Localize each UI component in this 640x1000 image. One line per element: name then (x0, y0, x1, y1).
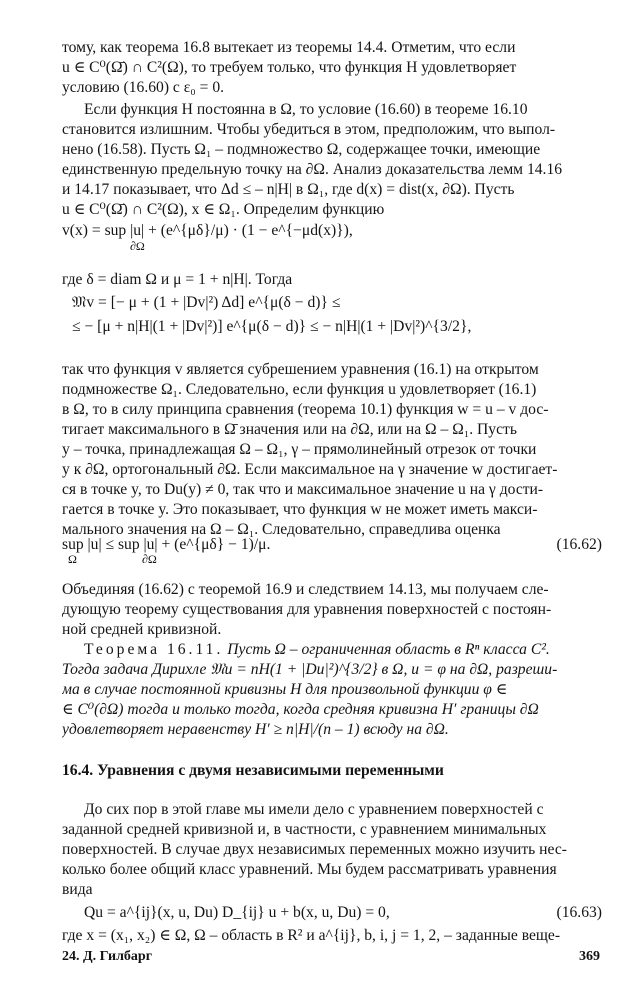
text-line: Если функция H постоянна в Ω, то условие (16.60) в теореме 16.10 (84, 101, 528, 118)
text-line: гается в точке y. Это показывает, что функция w не может иметь макси- (62, 501, 538, 518)
text-line: До сих пор в этой главе мы имели дело с уравнением поверхностей с (84, 801, 544, 818)
equation-number: (16.63) (556, 904, 602, 921)
text-line: дующую теорему существования для уравнения поверхностей с постоян- (62, 601, 552, 618)
formula-mv-2: ≤ − [μ + n|H|(1 + |Dv|²)] e^{μ(δ − d)} ≤ − n|H|(1 + |Dv|²)^{3/2}, (72, 318, 472, 335)
theorem-line (84, 640, 602, 660)
formula-mv-1: 𝔐v = [− μ + (1 + |Dv|²) Δd] e^{μ(δ − d)} ≤ (72, 294, 341, 311)
formula-estimate-sub-omega: Ω (68, 552, 77, 566)
section-heading: 16.4. Уравнения с двумя независимыми переменными (62, 762, 444, 779)
theorem-text: Пусть Ω – ограниченная область в Rⁿ класса C². (227, 641, 550, 658)
text-line: мального значения на Ω – Ω₁. Следовательно, справедлива оценка (62, 521, 501, 538)
text-line: заданной средней кривизной и, в частности, с уравнением минимальных (62, 821, 547, 838)
text-line: нено (16.58). Пусть Ω₁ – подмножество Ω, содержащее точки, имеющие (62, 141, 541, 158)
formula-estimate: sup |u| ≤ sup |u| + (e^{μδ} − 1)/μ. (62, 536, 271, 553)
text-line: так что функция v является субрешением уравнения (16.1) на открытом (62, 361, 539, 378)
formula-qu: Qu = a^{ij}(x, u, Du) D_{ij} u + b(x, u, Du) = 0, (84, 904, 390, 921)
text-line: единственную предельную точку на ∂Ω. Анализ доказательства лемм 14.16 (62, 161, 563, 178)
text-line: Объединяя (16.62) с теоремой 16.9 и следствием 14.13, мы получаем сле- (62, 581, 549, 598)
text-line: где δ = diam Ω и μ = 1 + n|H|. Тогда (62, 271, 293, 288)
theorem-line: ма в случае постоянной кривизны H для произвольной функции φ ∈ (62, 681, 508, 698)
text-line: ся в точке y, то Du(y) ≠ 0, так что и максимальное значение u на γ дости- (62, 481, 544, 498)
page-number: 369 (579, 949, 600, 964)
formula-v: v(x) = sup |u| + (e^{μδ}/μ) · (1 − e^{−μd(x)}), (62, 222, 353, 239)
text-line: становится излишним. Чтобы убедиться в этом, предположим, что выпол- (62, 121, 556, 138)
text-line: подмножестве Ω₁. Следовательно, если функция u удовлетворяет (16.1) (62, 381, 537, 398)
theorem-line: Тогда задача Дирихле 𝔐u = nH(1 + |Du|²)^{3/2} в Ω, u = φ на ∂Ω, разреши- (62, 661, 558, 678)
footer-signature: 24. Д. Гилбарг (62, 949, 153, 964)
theorem-line: удовлетворяет неравенству H′ ≥ n|H|/(n – 1) всюду на ∂Ω. (62, 721, 449, 738)
text-line: y к ∂Ω, ортогональный ∂Ω. Если максимальное на γ значение w достигает- (62, 461, 558, 478)
text-line: где x = (x₁, x₂) ∈ Ω, Ω – область в R² и a^{ij}, b, i, j = 1, 2, – заданные веще- (62, 927, 561, 944)
text-line: тому, как теорема 16.8 вытекает из теоремы 14.4. Отметим, что если (62, 39, 516, 56)
formula-v-subscript: ∂Ω (130, 239, 145, 253)
text-line: вида (62, 881, 93, 898)
text-line: ной средней кривизной. (62, 621, 222, 638)
theorem-line: ∈ C⁰(∂Ω) тогда и только тогда, когда средняя кривизна H′ границы ∂Ω (62, 701, 539, 718)
text-line: тигает максимального в Ω̄ значения или на ∂Ω, или на Ω – Ω₁. Пусть (62, 421, 517, 438)
text-line: колько более общий класс уравнений. Мы будем рассматривать уравнения (62, 861, 557, 878)
text-line: и 14.17 показывает, что Δd ≤ – n|H| в Ω₁, где d(x) = dist(x, ∂Ω). Пусть (62, 181, 515, 198)
text-line: u ∈ C⁰(Ω̄) ∩ C²(Ω), x ∈ Ω₁. Определим функцию (62, 201, 385, 218)
theorem-label: Теорема 16.11. (84, 641, 224, 658)
text-line: y – точка, принадлежащая Ω – Ω₁, γ – прямолинейный отрезок от точки (62, 441, 537, 458)
equation-number: (16.62) (556, 536, 602, 553)
formula-estimate-sub-boundary: ∂Ω (142, 552, 157, 566)
text-line: u ∈ C⁰(Ω̄) ∩ C²(Ω), то требуем только, что функция H удовлетворяет (62, 59, 517, 76)
text-line: условию (16.60) с ε₀ = 0. (62, 79, 225, 96)
text-line: в Ω, то в силу принципа сравнения (теорема 10.1) функция w = u – v дос- (62, 401, 549, 418)
text-line: поверхностей. В случае двух независимых переменных можно изучить нес- (62, 841, 567, 858)
